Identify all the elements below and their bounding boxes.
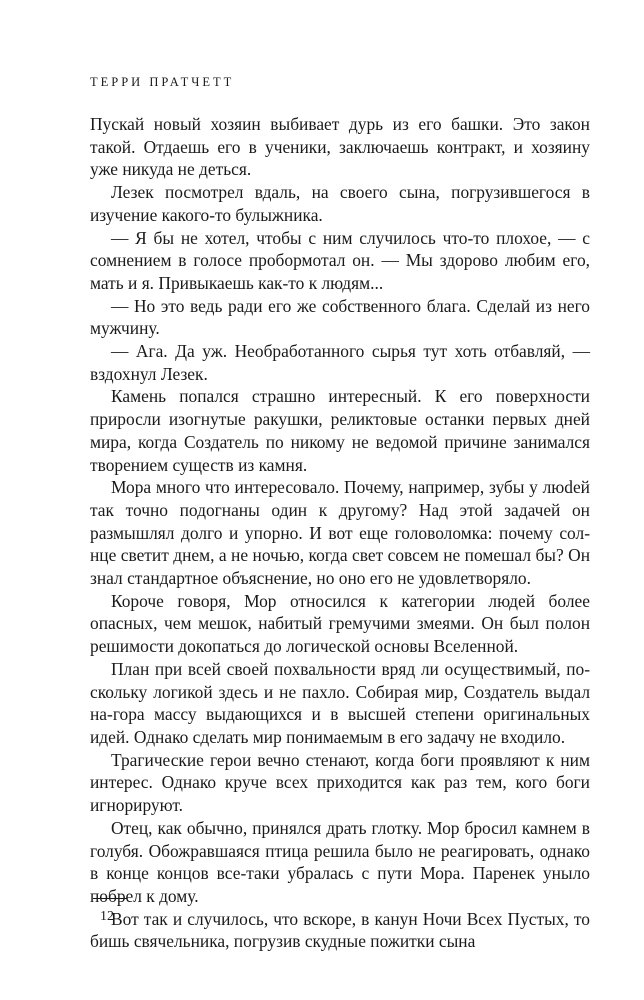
paragraph: Вот так и случилось, что вскоре, в канун Ночи Всех Пустых, то бишь свячельника, погрузив скудные пожитки сына — [90, 908, 590, 952]
folio-rule — [93, 898, 127, 899]
paragraph: — Ага. Да уж. Необработанного сырья тут хоть отбавляй, — вздохнул Лезек. — [90, 341, 590, 384]
paragraph: Пускай новый хозяин выбивает дурь из его башки. Это закон такой. Отдаешь его в ученики, заключаешь контракт, и хозяину уже никуда не деться. — [90, 114, 590, 180]
page-number: 12 — [100, 909, 114, 924]
paragraph: — Я бы не хотел, чтобы с ним случилось что-то плохое, — с сомнением в голосе пробормотал он. — Мы здорово любим его, мать и я. Привыкаешь как-то к людям... — [90, 227, 590, 293]
page-content — [90, 72, 590, 953]
running-head: ТЕРРИ ПРАТЧЕТТ — [90, 75, 235, 89]
paragraph: Короче говоря, Мор относился к категории людей более опасных, чем мешок, набитый гремучими змеями. Он был полон решимости докопаться до логической основы Вселенной. — [90, 590, 590, 657]
paragraph: Камень попался страшно интересный. К его поверхности приросли изогнутые ракушки, реликтовые останки первых дней мира, когда Создатель по никому не ведомой причине занимался творением существ из камня. — [90, 386, 590, 475]
paragraph: План при всей своей похвальности вряд ли осуществимый, поскольку логикой здесь и не пахло. Собирая мир, Создатель выдал на-гора массу выдающихся и в высшей степени оригинальных идей. Однако сделать мир понимаемым в его задачу не входило. — [90, 658, 590, 747]
paragraph: Отец, как обычно, принялся драть глотку. Мор бросил камнем в голубя. Обожравшаяся птица решила было не реагировать, однако в конце концов все-таки убралась с пути Мора. Паренек уныло побрел к дому. — [90, 817, 590, 906]
paragraph: Лезек посмотрел вдаль, на своего сына, погрузившегося в изучение какого-то булыжника. — [90, 182, 590, 225]
paragraph: — Но это ведь ради его же собственного блага. Сделай из него мужчину. — [90, 295, 590, 339]
body-text — [90, 113, 590, 953]
paragraph: Трагические герои вечно стенают, когда боги проявляют к ним интерес. Однако круче всех приходится как раз тем, кого боги игнорируют. — [90, 749, 590, 816]
paragraph: Мора много что интересовало. Почему, например, зубы у люdей так точно подогнаны один к другому? Над этой задачей он размышлял долго и упорно. И вот еще головоломка: почему солнце светит днем, а не ночью, когда свет совсем не помешал бы? Он знал стандартное объяснение, но оно его не удовлетворяло. — [90, 477, 590, 589]
